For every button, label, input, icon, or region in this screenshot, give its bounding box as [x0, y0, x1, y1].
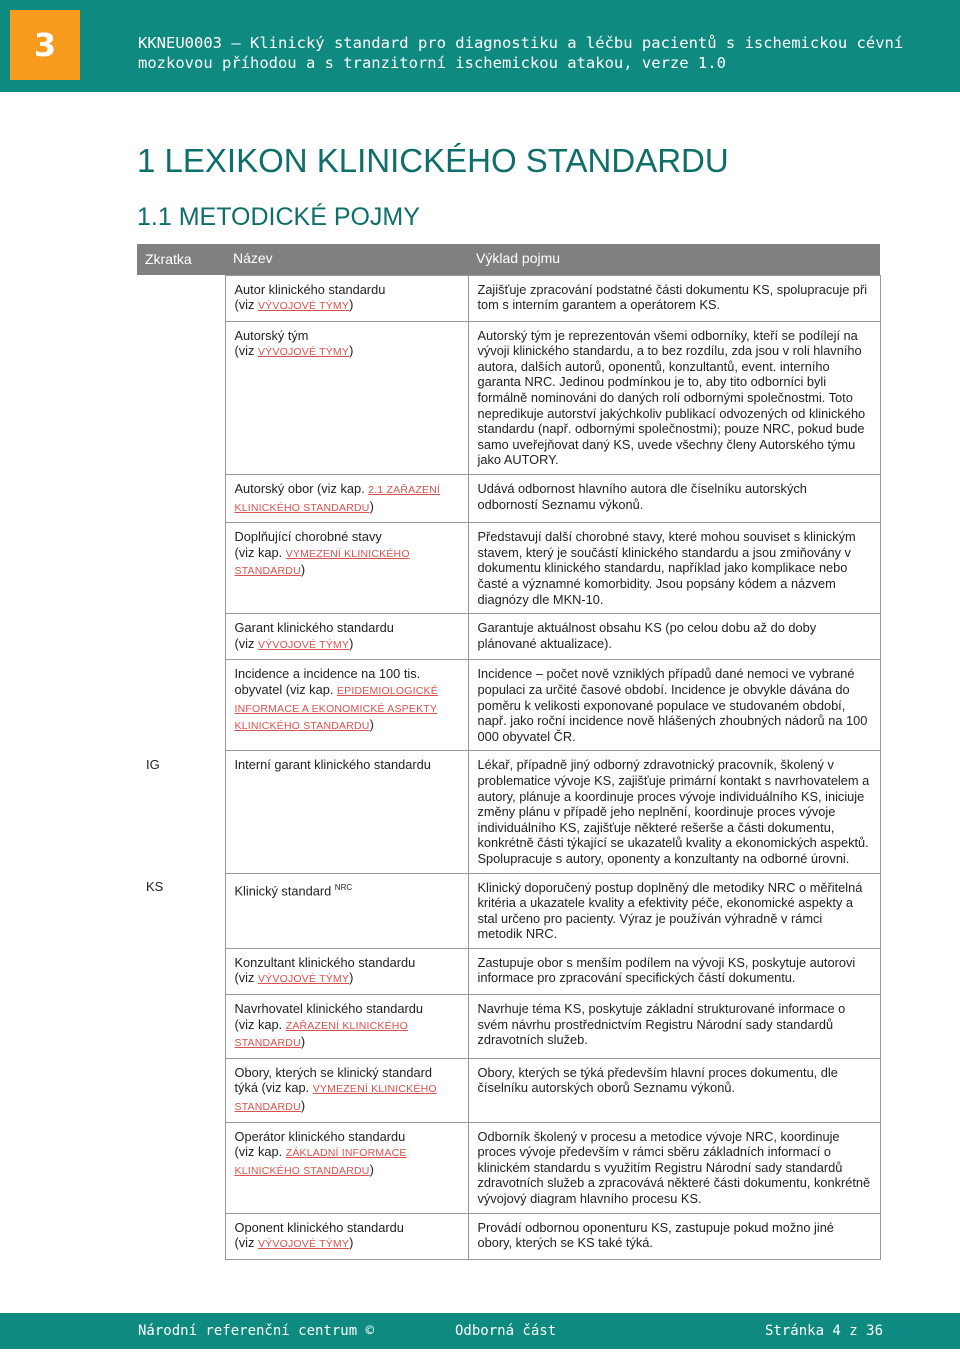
table-row [137, 1122, 880, 1213]
table-row [137, 751, 880, 873]
term-reference-suffix: ) [300, 1034, 306, 1050]
term-reference-suffix: ) [349, 1235, 354, 1251]
document-title [138, 33, 938, 73]
term-name: Obory, kterých se klinický standard týká (viz kap. [234, 1064, 432, 1096]
document-title-line2: mozkovou příhodou a s tranzitorní ischemickou atakou, verze 1.0 [138, 54, 726, 72]
term-name: Interní garant klinického standardu [234, 757, 431, 773]
column-header-desc: Výklad pojmu [468, 244, 880, 275]
term-description: Lékař, případně jiný odborný zdravotnický pracovník, školený v problematice vývoje KS, zajišťuje primární kontakt s navrhovatelem a autory, plánuje a koordinuje proces vývoje individuálního KS, iniciuje změny plánu v případě jeho neplnění, koordinuje proces vývoje individuálního KS, zajišťuje některé rešerše a části dokumentu, konkrétně části týkající se ukazatelů kvality a ekonomických aspektů. Spolupracuje s autory, oponenty a konzultanty na odborné úrovni. [468, 751, 880, 873]
term-name: Autorský obor (viz kap. [234, 481, 369, 497]
term-description: Zastupuje obor s menším podílem na vývoji KS, poskytuje autorovi informace pro zpracování specifických částí dokumentu. [468, 948, 880, 994]
term-name-cell [225, 751, 468, 873]
term-name: Oponent klinického standardu [234, 1219, 404, 1235]
term-name-cell [225, 321, 468, 474]
term-reference-suffix: ) [300, 562, 306, 578]
term-superscript: NRC [334, 882, 353, 892]
table-row [137, 660, 880, 751]
cross-reference-link[interactable]: ZÁKLADNÍ INFORMACE KLINICKÉHO STANDARDU [234, 1147, 407, 1177]
table-row [137, 475, 880, 523]
term-reference-suffix: ) [369, 717, 374, 733]
cross-reference-link[interactable]: 2.1 ZAŘAZENÍ KLINICKÉHO STANDARDU [234, 484, 441, 514]
term-reference-prefix: (viz [234, 970, 258, 986]
cross-reference-link[interactable]: VÝVOJOVÉ TÝMY [257, 973, 350, 986]
term-name-cell [225, 275, 468, 321]
page-footer [0, 1313, 960, 1349]
term-name-cell [225, 1058, 468, 1122]
document-title-line1: KKNEU0003 – Klinický standard pro diagnostiku a léčbu pacientů s ischemickou cévní [138, 34, 904, 52]
column-header-abbr: Zkratka [137, 244, 225, 275]
term-reference-suffix: ) [349, 970, 354, 986]
table-body [137, 275, 880, 1259]
table-row [137, 1213, 880, 1259]
table-row [137, 1058, 880, 1122]
footer-section: Odborná část [455, 1323, 557, 1339]
term-abbreviation [137, 523, 225, 614]
term-reference-prefix: (viz [234, 343, 258, 359]
term-name-cell [225, 873, 468, 948]
table-row [137, 948, 880, 994]
table-row [137, 321, 880, 474]
term-abbreviation [137, 1058, 225, 1122]
term-name: Konzultant klinického standardu [234, 954, 416, 970]
cross-reference-link[interactable]: VÝVOJOVÉ TÝMY [257, 638, 350, 651]
term-name-cell [225, 1122, 468, 1213]
table-row [137, 873, 880, 948]
term-description: Klinický doporučený postup doplněný dle metodiky NRC o měřitelná kritéria a ukazatele kvality a efektivity péče, ekonomické aspekty a stal určeno pro pacienty. Výraz je používán výhradně v rámci metodik NRC. [468, 873, 880, 948]
term-abbreviation [137, 475, 225, 523]
term-reference-suffix: ) [349, 343, 354, 359]
column-header-name: Název [225, 244, 468, 275]
table-row [137, 275, 880, 321]
term-description: Autorský tým je reprezentován všemi odborníky, kteří se podílejí na vývoji klinického standardu, a to bez rozdílu, zda jsou v roli hlavního autora, dalších autorů, oponentů, konzultantů, event. interního garanta NRC. Jedinou podmínkou je to, aby tito odborníci byli formálně nominováni do daných rolí odbornými společnostmi. Toto nepredikuje autorství jakýchkoliv publikací odvozených od klinického standardu (např. odbornými společnostmi); pouze NRC, pokud bude samo uveřejňovat daný KS, uvede všechny členy Autorského týmu jako AUTORY. [468, 321, 880, 474]
cross-reference-link[interactable]: VYMEZENÍ KLINICKÉHO STANDARDU [234, 547, 410, 578]
term-name: Incidence a incidence na 100 tis. obyvatel [234, 666, 421, 697]
term-name-cell [225, 660, 468, 751]
term-abbreviation [137, 660, 225, 751]
term-description: Garantuje aktuálnost obsahu KS (po celou dobu až do doby plánované aktualizace). [468, 614, 880, 660]
table-header-row [137, 244, 880, 275]
term-reference-suffix: ) [300, 1098, 306, 1114]
term-reference-prefix: (viz kap. [234, 1144, 286, 1160]
term-reference-suffix: ) [369, 498, 374, 514]
term-name: Doplňující chorobné stavy [234, 529, 382, 545]
term-name-cell [225, 1213, 468, 1259]
cross-reference-link[interactable]: EPIDEMIOLOGICKÉ INFORMACE A EKONOMICKÉ ASPEKTY KLINICKÉHO STANDARDU [234, 684, 438, 733]
footer-page-number: Stránka 4 z 36 [765, 1323, 884, 1339]
term-name: Operátor klinického standardu [234, 1128, 406, 1144]
term-name: Klinický standard [234, 882, 335, 898]
term-reference-prefix: (viz [234, 635, 258, 651]
cross-reference-link[interactable]: VÝVOJOVÉ TÝMY [257, 346, 350, 359]
term-reference-prefix: (viz kap. [282, 681, 337, 697]
term-name-cell [225, 475, 468, 523]
term-description: Obory, kterých se týká především hlavní proces dokumentu, dle číselníku autorských oborů Seznamu výkonů. [468, 1058, 880, 1122]
term-reference-suffix: ) [369, 1161, 374, 1177]
term-name-cell [225, 948, 468, 994]
cross-reference-link[interactable]: VYMEZENÍ KLINICKÉHO STANDARDU [234, 1083, 437, 1114]
term-description: Incidence – počet nově vzniklých případů dané nemoci ve vybrané populaci za určité časové období. Incidence je obvykle dávána do poměru k velikosti exponované populace ve studovaném období, např. jako roční incidence nově hlášených zhoubných nádorů na 100 000 obyvatel ČR. [468, 660, 880, 751]
cross-reference-link[interactable]: ZAŘAZENÍ KLINICKÉHO STANDARDU [234, 1019, 408, 1050]
term-name: Garant klinického standardu [234, 620, 394, 636]
table-row [137, 523, 880, 614]
cross-reference-link[interactable]: VÝVOJOVÉ TÝMY [257, 300, 350, 313]
term-abbreviation [137, 321, 225, 474]
footer-organization: Národní referenční centrum © [138, 1323, 375, 1339]
term-abbreviation [137, 1213, 225, 1259]
term-reference-prefix: (viz kap. [234, 1016, 286, 1032]
term-abbreviation: IG [146, 756, 160, 772]
term-abbreviation [137, 1122, 225, 1213]
term-description: Navrhuje téma KS, poskytuje základní strukturované informace o svém návrhu prostřednictvím Registru Národní sady standardů zdravotních služeb. [468, 995, 880, 1059]
term-reference-prefix: (viz kap. [234, 544, 286, 560]
term-reference-prefix: (viz [234, 297, 258, 313]
subsection-heading: 1.1 METODICKÉ POJMY [137, 203, 420, 231]
page-header [0, 0, 960, 92]
term-abbreviation [137, 275, 225, 321]
term-description: Představují další chorobné stavy, které mohou souviset s klinickým stavem, který je součástí klinického standardu a jsou zmiňovány v dokumentu klinického standardu, například jako komplikace nebo časté a významné komorbidity. Jsou popsány kódem a názvem diagnózy dle MKN-10. [468, 523, 880, 614]
term-name: Autor klinického standardu [234, 281, 386, 297]
term-reference-suffix: ) [349, 297, 354, 313]
term-name-cell [225, 614, 468, 660]
term-reference-prefix: (viz [234, 1235, 258, 1251]
term-abbreviation [137, 948, 225, 994]
table-row [137, 995, 880, 1059]
chapter-badge [10, 10, 80, 80]
chapter-number: 3 [33, 26, 57, 64]
terms-table [137, 244, 881, 1260]
section-heading: 1 LEXIKON KLINICKÉHO STANDARDU [137, 142, 729, 179]
term-abbreviation: KS [146, 879, 164, 894]
term-name-cell [225, 523, 468, 614]
term-description: Provádí odbornou oponenturu KS, zastupuje pokud možno jiné obory, kterých se KS také týká. [468, 1213, 880, 1259]
term-abbreviation [137, 995, 225, 1059]
cross-reference-link[interactable]: VÝVOJOVÉ TÝMY [257, 1238, 350, 1251]
term-description: Odborník školený v procesu a metodice vývoje NRC, koordinuje proces vývoje především v rámci sběru základních informací o klinickém standardu s využitím Registru Národní sady standardů zdravotních služeb a zpracovává některé části dokumentu, konkrétně vývojový diagram hlavního procesu KS. [468, 1122, 880, 1213]
term-abbreviation [137, 614, 225, 660]
term-name-cell [225, 995, 468, 1059]
term-reference-suffix: ) [349, 635, 354, 651]
term-name: Navrhovatel klinického standardu [234, 1001, 424, 1017]
term-name: Autorský tým [234, 327, 309, 343]
table-row [137, 614, 880, 660]
term-description: Udává odbornost hlavního autora dle číselníku autorských odborností Seznamu výkonů. [468, 475, 880, 523]
term-description: Zajišťuje zpracování podstatné části dokumentu KS, spolupracuje při tom s interním garantem a operátorem KS. [468, 275, 880, 321]
